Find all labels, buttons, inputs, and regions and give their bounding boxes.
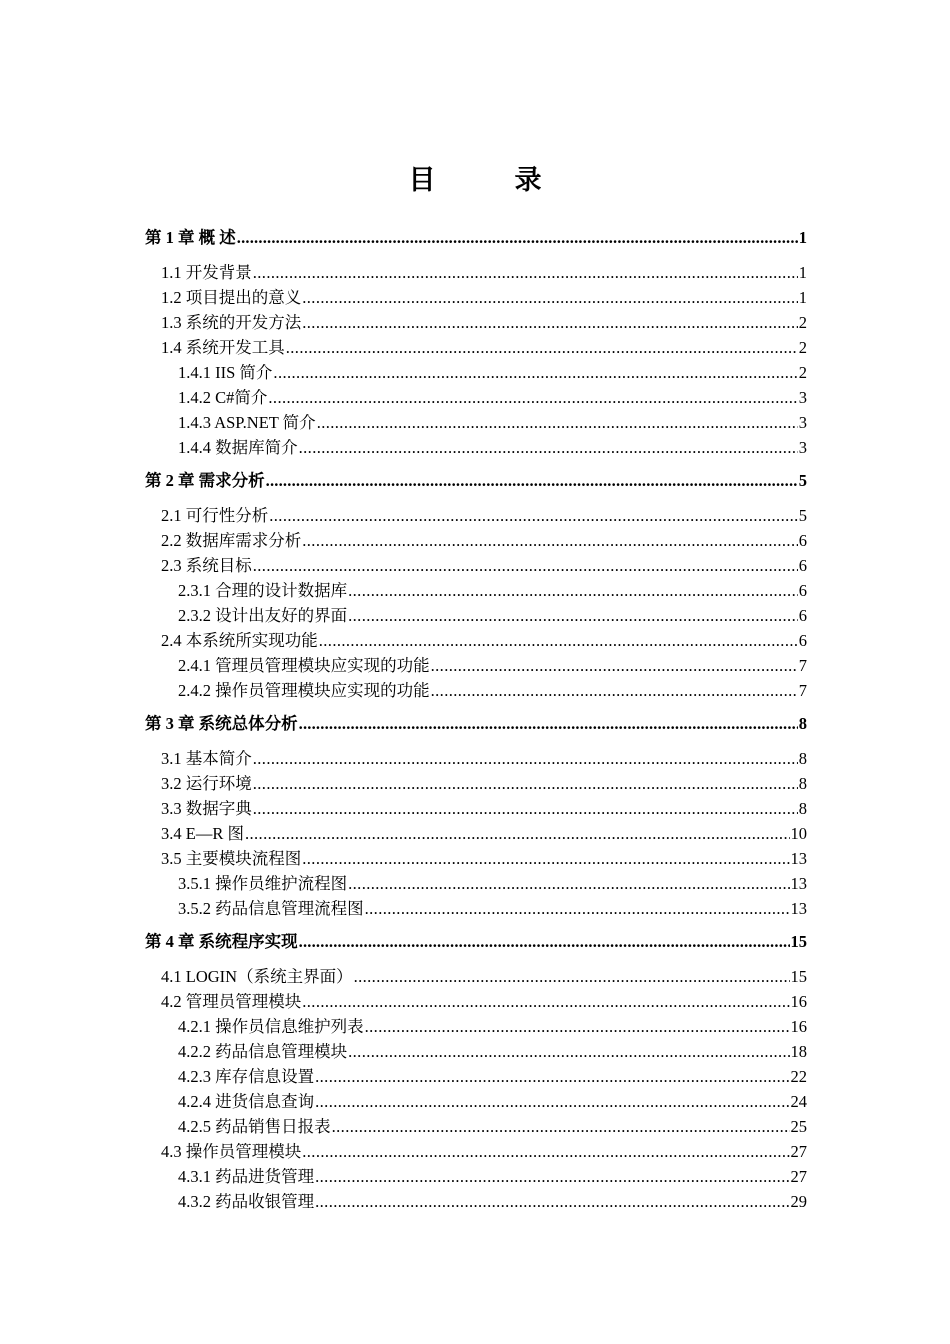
toc-section-entry[interactable] (145, 846, 807, 871)
dot-leader (315, 1164, 789, 1189)
toc-entry-label: 4.2 管理员管理模块 (161, 992, 302, 1011)
dot-leader (253, 771, 798, 796)
toc-entry-page-number: 2 (798, 338, 807, 357)
dot-leader (315, 1089, 789, 1114)
toc-subsection-entry[interactable] (145, 1089, 807, 1114)
toc-section-entry[interactable] (145, 335, 807, 360)
toc-section-entry[interactable] (145, 964, 807, 989)
dot-leader (302, 1139, 789, 1164)
toc-entry-page-number: 22 (790, 1067, 807, 1086)
toc-subsection-entry[interactable] (145, 410, 807, 435)
toc-entry-page-number: 15 (790, 967, 807, 986)
toc-subsection-entry[interactable] (145, 1039, 807, 1064)
dot-leader (332, 1114, 790, 1139)
toc-subsection-entry[interactable] (145, 603, 807, 628)
toc-chapter-entry[interactable] (145, 930, 807, 954)
toc-entry-page-number: 5 (798, 471, 807, 490)
toc-entry-label: 1.4 系统开发工具 (161, 338, 285, 357)
dot-leader (245, 821, 790, 846)
dot-leader (431, 678, 798, 703)
toc-subsection-entry[interactable] (145, 678, 807, 703)
toc-entry-page-number: 13 (790, 849, 807, 868)
dot-leader (237, 226, 798, 250)
toc-entry-page-number: 3 (798, 388, 807, 407)
toc-entry-page-number: 8 (798, 714, 807, 733)
toc-entry-page-number: 27 (790, 1167, 807, 1186)
toc-entry-label: 1.3 系统的开发方法 (161, 313, 302, 332)
toc-entry-label: 4.2.5 药品销售日报表 (178, 1117, 331, 1136)
toc-entry-label: 第 1 章 概 述 (145, 228, 236, 247)
dot-leader (315, 1189, 789, 1214)
toc-entry-label: 2.4.1 管理员管理模块应实现的功能 (178, 656, 430, 675)
toc-subsection-entry[interactable] (145, 1014, 807, 1039)
toc-chapter-entry[interactable] (145, 469, 807, 493)
dot-leader (269, 503, 798, 528)
toc-section-entry[interactable] (145, 1139, 807, 1164)
toc-subsection-entry[interactable] (145, 1164, 807, 1189)
toc-entry-label: 1.4.3 ASP.NET 简介 (178, 413, 316, 432)
dot-leader (253, 553, 798, 578)
toc-subsection-entry[interactable] (145, 896, 807, 921)
dot-leader (348, 603, 798, 628)
dot-leader (365, 1014, 790, 1039)
toc-entry-page-number: 6 (798, 606, 807, 625)
toc-entry-label: 4.2.1 操作员信息维护列表 (178, 1017, 364, 1036)
toc-entry-label: 4.3 操作员管理模块 (161, 1142, 302, 1161)
dot-leader (319, 628, 798, 653)
toc-entry-page-number: 13 (790, 874, 807, 893)
toc-entry-label: 1.4.2 C#简介 (178, 388, 268, 407)
toc-entry-page-number: 2 (798, 313, 807, 332)
dot-leader (253, 746, 798, 771)
toc-entry-page-number: 1 (798, 288, 807, 307)
toc-entry-page-number: 7 (798, 656, 807, 675)
toc-entry-label: 2.4.2 操作员管理模块应实现的功能 (178, 681, 430, 700)
toc-entry-label: 3.5 主要模块流程图 (161, 849, 302, 868)
table-of-contents (145, 226, 807, 1214)
toc-entry-label: 4.3.2 药品收银管理 (178, 1192, 315, 1211)
dot-leader (299, 930, 790, 954)
toc-section-entry[interactable] (145, 503, 807, 528)
toc-entry-label: 2.2 数据库需求分析 (161, 531, 302, 550)
toc-entry-label: 1.4.1 IIS 简介 (178, 363, 273, 382)
toc-section-entry[interactable] (145, 260, 807, 285)
toc-entry-label: 1.2 项目提出的意义 (161, 288, 302, 307)
toc-section-entry[interactable] (145, 821, 807, 846)
toc-entry-page-number: 6 (798, 581, 807, 600)
toc-entry-label: 3.3 数据字典 (161, 799, 252, 818)
toc-entry-page-number: 18 (790, 1042, 807, 1061)
toc-entry-page-number: 10 (790, 824, 807, 843)
toc-entry-page-number: 24 (790, 1092, 807, 1111)
toc-subsection-entry[interactable] (145, 385, 807, 410)
toc-entry-label: 第 3 章 系统总体分析 (145, 714, 298, 733)
toc-entry-page-number: 13 (790, 899, 807, 918)
toc-entry-page-number: 6 (798, 556, 807, 575)
toc-entry-label: 3.2 运行环境 (161, 774, 252, 793)
toc-entry-page-number: 8 (798, 774, 807, 793)
toc-entry-page-number: 16 (790, 992, 807, 1011)
dot-leader (348, 871, 789, 896)
toc-entry-page-number: 29 (790, 1192, 807, 1211)
dot-leader (273, 360, 797, 385)
toc-entry-page-number: 2 (798, 363, 807, 382)
toc-entry-label: 4.2.2 药品信息管理模块 (178, 1042, 348, 1061)
dot-leader (354, 964, 790, 989)
toc-entry-label: 3.4 E—R 图 (161, 824, 244, 843)
dot-leader (299, 712, 798, 736)
toc-entry-label: 第 2 章 需求分析 (145, 471, 265, 490)
toc-entry-page-number: 8 (798, 799, 807, 818)
dot-leader (268, 385, 797, 410)
toc-entry-page-number: 27 (790, 1142, 807, 1161)
toc-section-entry[interactable] (145, 628, 807, 653)
toc-chapter-entry[interactable] (145, 712, 807, 736)
toc-chapter-entry[interactable] (145, 226, 807, 250)
toc-entry-page-number: 8 (798, 749, 807, 768)
dot-leader (431, 653, 798, 678)
toc-entry-page-number: 6 (798, 631, 807, 650)
toc-entry-label: 3.1 基本简介 (161, 749, 252, 768)
dot-leader (299, 435, 798, 460)
toc-subsection-entry[interactable] (145, 1064, 807, 1089)
toc-subsection-entry[interactable] (145, 360, 807, 385)
dot-leader (348, 578, 798, 603)
toc-section-entry[interactable] (145, 553, 807, 578)
dot-leader (302, 846, 789, 871)
toc-subsection-entry[interactable] (145, 1114, 807, 1139)
dot-leader (302, 285, 798, 310)
dot-leader (286, 335, 798, 360)
toc-entry-label: 2.4 本系统所实现功能 (161, 631, 318, 650)
dot-leader (302, 528, 798, 553)
toc-entry-label: 4.3.1 药品进货管理 (178, 1167, 315, 1186)
toc-subsection-entry[interactable] (145, 871, 807, 896)
toc-section-entry[interactable] (145, 528, 807, 553)
toc-entry-label: 1.4.4 数据库简介 (178, 438, 298, 457)
toc-section-entry[interactable] (145, 746, 807, 771)
toc-entry-label: 3.5.2 药品信息管理流程图 (178, 899, 364, 918)
toc-entry-label: 4.2.4 进货信息查询 (178, 1092, 315, 1111)
dot-leader (253, 796, 798, 821)
toc-subsection-entry[interactable] (145, 578, 807, 603)
toc-entry-page-number: 1 (798, 263, 807, 282)
toc-entry-label: 4.2.3 库存信息设置 (178, 1067, 315, 1086)
dot-leader (253, 260, 798, 285)
dot-leader (302, 989, 789, 1014)
dot-leader (315, 1064, 789, 1089)
toc-entry-page-number: 25 (790, 1117, 807, 1136)
toc-entry-page-number: 3 (798, 438, 807, 457)
toc-entry-label: 4.1 LOGIN（系统主界面） (161, 967, 353, 986)
toc-title: 目 录 (408, 165, 568, 196)
dot-leader (365, 896, 790, 921)
toc-section-entry[interactable] (145, 310, 807, 335)
dot-leader (302, 310, 798, 335)
toc-entry-page-number: 7 (798, 681, 807, 700)
toc-entry-label: 2.1 可行性分析 (161, 506, 269, 525)
toc-entry-label: 2.3 系统目标 (161, 556, 252, 575)
toc-entry-label: 2.3.2 设计出友好的界面 (178, 606, 348, 625)
toc-entry-label: 2.3.1 合理的设计数据库 (178, 581, 348, 600)
toc-subsection-entry[interactable] (145, 435, 807, 460)
toc-entry-page-number: 1 (798, 228, 807, 247)
dot-leader (348, 1039, 789, 1064)
toc-entry-page-number: 15 (790, 932, 807, 951)
toc-entry-label: 第 4 章 系统程序实现 (145, 932, 298, 951)
toc-section-entry[interactable] (145, 285, 807, 310)
dot-leader (317, 410, 798, 435)
toc-subsection-entry[interactable] (145, 1189, 807, 1214)
toc-section-entry[interactable] (145, 989, 807, 1014)
toc-entry-page-number: 16 (790, 1017, 807, 1036)
dot-leader (266, 469, 798, 493)
toc-subsection-entry[interactable] (145, 653, 807, 678)
toc-entry-page-number: 6 (798, 531, 807, 550)
toc-entry-page-number: 5 (798, 506, 807, 525)
toc-section-entry[interactable] (145, 771, 807, 796)
toc-section-entry[interactable] (145, 796, 807, 821)
toc-entry-page-number: 3 (798, 413, 807, 432)
toc-entry-label: 3.5.1 操作员维护流程图 (178, 874, 348, 893)
toc-entry-label: 1.1 开发背景 (161, 263, 252, 282)
